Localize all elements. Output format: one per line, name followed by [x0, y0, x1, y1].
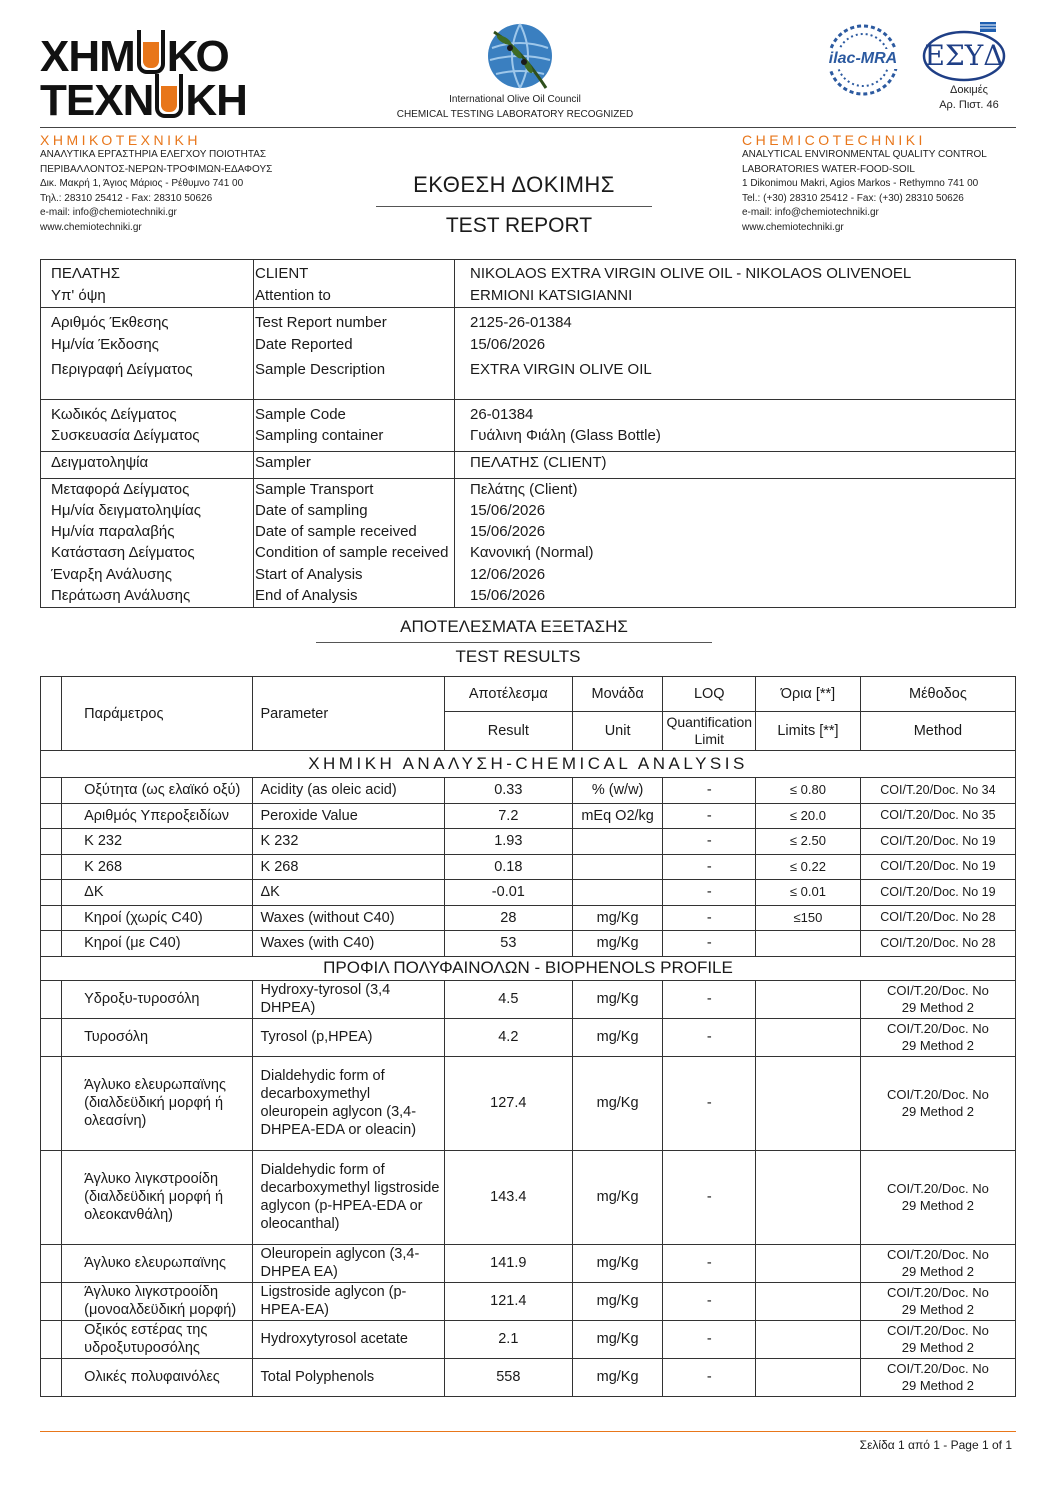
row-index-cell [41, 778, 62, 804]
right-company-line: 1 Dikonimou Makri, Agios Markos - Rethymno 741 00 [742, 178, 979, 189]
limit-cell: ≤ 0.80 [756, 778, 861, 804]
result-cell: 7.2 [444, 803, 572, 829]
method-cell: COI/T.20/Doc. No 29 Method 2 [860, 1150, 1015, 1244]
info-value: Κανονική (Normal) [470, 544, 594, 561]
method-cell: COI/T.20/Doc. No 29 Method 2 [860, 980, 1015, 1018]
info-col-divider [454, 260, 455, 607]
info-value: Πελάτης (Client) [470, 481, 578, 498]
ilac-mra-label: ilac-MRA [818, 49, 908, 69]
loq-cell: - [663, 778, 756, 804]
loq-cell: - [663, 854, 756, 880]
left-company-line: Δικ. Μακρή 1, Άγιος Μάριος - Ρέθυμνο 741 00 [40, 178, 244, 189]
loq-cell: - [663, 829, 756, 855]
info-col-divider [253, 260, 254, 607]
left-company-line: ΠΕΡΙΒΑΛΛΟΝΤΟΣ-ΝΕΡΩΝ-ΤΡΟΦΙΜΩΝ-ΕΔΑΦΟΥΣ [40, 163, 273, 175]
method-cell: COI/T.20/Doc. No 29 Method 2 [860, 1244, 1015, 1282]
page-number: Σελίδα 1 από 1 - Page 1 of 1 [859, 1438, 1012, 1452]
info-label-gr: Περιγραφή Δείγματος [51, 361, 193, 378]
table-row [41, 778, 1016, 804]
unit-cell [572, 880, 663, 906]
results-table [40, 676, 1016, 1397]
info-value: NIKOLAOS EXTRA VIRGIN OLIVE OIL - NIKOLAOS OLIVENOEL [470, 265, 912, 282]
header-row [41, 677, 1016, 712]
footer-divider [40, 1431, 1016, 1432]
unit-cell: mg/Kg [572, 980, 663, 1018]
info-label-gr: Δειγματοληψία [51, 454, 149, 471]
row-index-cell [41, 1150, 62, 1244]
right-company-line: www.chemiotechniki.gr [742, 221, 844, 233]
row-index-cell [41, 854, 62, 880]
unit-cell: mg/Kg [572, 931, 663, 957]
result-cell: 4.5 [444, 980, 572, 1018]
info-label-en: Test Report number [255, 314, 387, 331]
table-row [41, 880, 1016, 906]
result-cell: 558 [444, 1358, 572, 1396]
unit-cell: mg/Kg [572, 1358, 663, 1396]
left-company-line: www.chemiotechniki.gr [40, 221, 142, 233]
info-label-gr: Περάτωση Ανάλυσης [51, 587, 191, 604]
result-cell: 53 [444, 931, 572, 957]
param-en-cell: Peroxide Value [252, 803, 444, 829]
param-gr-cell: Τυροσόλη [62, 1018, 252, 1056]
loq-cell: - [663, 1018, 756, 1056]
row-index-cell [41, 980, 62, 1018]
loq-cell: - [663, 1150, 756, 1244]
limit-cell [756, 1018, 861, 1056]
table-row [41, 1056, 1016, 1150]
info-label-en: End of Analysis [255, 587, 358, 604]
table-row [41, 931, 1016, 957]
param-gr-cell: Αριθμός Υπεροξειδίων [62, 803, 252, 829]
method-cell: COI/T.20/Doc. No 29 Method 2 [860, 1018, 1015, 1056]
info-value: 2125-26-01384 [470, 314, 572, 331]
param-gr-cell: Άγλυκο λιγκστροοίδη (διαλδεϋδική μορφή ή ολεοκανθάλη) [62, 1150, 252, 1244]
info-label-gr: Ημ/νία δειγματοληψίας [51, 502, 202, 519]
param-gr-cell: Οξικός εστέρας της υδροξυτυροσόλης [62, 1320, 252, 1358]
param-en-cell: Ligstroside aglycon (p-HPEA-EA) [252, 1282, 444, 1320]
param-en-header: Parameter [252, 677, 444, 751]
ioc-logo [480, 18, 560, 94]
param-gr-cell: K 232 [62, 829, 252, 855]
method-cell: COI/T.20/Doc. No 19 [860, 854, 1015, 880]
loq-cell: - [663, 1056, 756, 1150]
param-gr-cell: Άγλυκο ελευρωπαϊνης [62, 1244, 252, 1282]
results-title-en: TEST RESULTS [455, 647, 581, 666]
row-index-cell [41, 931, 62, 957]
result-en-header: Result [444, 712, 572, 751]
unit-cell: mg/Kg [572, 905, 663, 931]
info-label-gr: Έναρξη Ανάλυσης [51, 566, 172, 583]
method-cell: COI/T.20/Doc. No 29 Method 2 [860, 1056, 1015, 1150]
table-row [41, 1320, 1016, 1358]
loq-cell: - [663, 905, 756, 931]
param-en-cell: Acidity (as oleic acid) [252, 778, 444, 804]
info-label-en: Date Reported [255, 336, 353, 353]
info-value: 15/06/2026 [470, 523, 546, 540]
info-label-gr: Ημ/νία παραλαβής [51, 523, 175, 540]
info-label-en: Sampler [255, 454, 311, 471]
info-label-en: Sample Code [255, 406, 346, 423]
table-row [41, 1150, 1016, 1244]
ioc-line-1: International Olive Oil Council [449, 94, 581, 105]
right-company-line: ANALYTICAL ENVIRONMENTAL QUALITY CONTROL [742, 149, 987, 160]
limits-gr-header: Όρια [**] [756, 677, 861, 712]
unit-cell: mg/Kg [572, 1056, 663, 1150]
limit-cell: ≤ 2.50 [756, 829, 861, 855]
param-en-cell: K 232 [252, 829, 444, 855]
limit-cell: ≤150 [756, 905, 861, 931]
result-cell: 4.2 [444, 1018, 572, 1056]
ioc-line-2: CHEMICAL TESTING LABORATORY RECOGNIZED [396, 108, 634, 120]
report-title-gr: ΕΚΘΕΣΗ ΔΟΚΙΜΗΣ [413, 172, 615, 197]
info-value: 12/06/2026 [470, 566, 546, 583]
method-cell: COI/T.20/Doc. No 28 [860, 905, 1015, 931]
param-en-cell: Waxes (without C40) [252, 905, 444, 931]
param-gr-header: Παράμετρος [62, 677, 252, 751]
loq-en-header: Quantification Limit [663, 712, 756, 751]
info-label-gr: Κωδικός Δείγματος [51, 406, 177, 423]
param-gr-cell: Άγλυκο λιγκστροοίδη (μονοαλδεϋδική μορφή) [62, 1282, 252, 1320]
limit-cell [756, 1150, 861, 1244]
table-row [41, 1244, 1016, 1282]
loq-cell: - [663, 1244, 756, 1282]
method-cell: COI/T.20/Doc. No 29 Method 2 [860, 1320, 1015, 1358]
method-cell: COI/T.20/Doc. No 28 [860, 931, 1015, 957]
limit-cell: ≤ 0.01 [756, 880, 861, 906]
logo-line-2: ΤΕΧΝ ΚΗ [40, 76, 247, 125]
right-company-line: e-mail: info@chemiotechniki.gr [742, 207, 879, 218]
row-index-cell [41, 1282, 62, 1320]
param-gr-cell: K 268 [62, 854, 252, 880]
param-gr-cell: Υδροξυ-τυροσόλη [62, 980, 252, 1018]
limit-cell: ≤ 20.0 [756, 803, 861, 829]
info-label-en: CLIENT [255, 265, 309, 282]
unit-cell: mg/Kg [572, 1320, 663, 1358]
table-row [41, 803, 1016, 829]
result-cell: 1.93 [444, 829, 572, 855]
method-cell: COI/T.20/Doc. No 19 [860, 880, 1015, 906]
param-en-cell: Waxes (with C40) [252, 931, 444, 957]
info-label-en: Sampling container [255, 427, 384, 444]
row-index-cell [41, 1358, 62, 1396]
info-label-en: Attention to [255, 287, 331, 304]
left-company-line: ΑΝΑΛΥΤΙΚΑ ΕΡΓΑΣΤΗΡΙΑ ΕΛΕΓΧΟΥ ΠΟΙΟΤΗΤΑΣ [40, 149, 267, 160]
esyd-tests: Δοκιμές [950, 84, 988, 96]
loq-cell: - [663, 980, 756, 1018]
info-label-gr: Συσκευασία Δείγματος [51, 427, 200, 444]
method-cell: COI/T.20/Doc. No 34 [860, 778, 1015, 804]
result-cell: 143.4 [444, 1150, 572, 1244]
info-label-gr: Ημ/νία Έκδοσης [51, 336, 159, 353]
loq-header: LOQ [663, 677, 756, 712]
ilac-mra-logo [818, 22, 908, 98]
info-value: EXTRA VIRGIN OLIVE OIL [470, 361, 652, 378]
left-company-line: Τηλ.: 28310 25412 - Fax: 28310 50626 [40, 192, 213, 204]
info-value: 15/06/2026 [470, 502, 546, 519]
loq-cell: - [663, 1282, 756, 1320]
info-label-en: Sample Description [255, 361, 386, 378]
table-row [41, 1358, 1016, 1396]
limit-cell [756, 1320, 861, 1358]
result-cell: 2.1 [444, 1320, 572, 1358]
limit-cell [756, 980, 861, 1018]
info-label-en: Date of sampling [255, 502, 368, 519]
title-divider [376, 206, 652, 207]
unit-en-header: Unit [572, 712, 663, 751]
section-biophenols [41, 956, 1016, 980]
right-company-name: CHEMICOTECHNIKI [742, 132, 926, 148]
param-en-cell: Hydroxytyrosol acetate [252, 1320, 444, 1358]
info-label-en: Date of sample received [255, 523, 417, 540]
result-cell: 127.4 [444, 1056, 572, 1150]
limit-cell [756, 1282, 861, 1320]
row-index-cell [41, 677, 62, 751]
row-index-cell [41, 905, 62, 931]
row-index-cell [41, 1056, 62, 1150]
param-gr-cell: Κηροί (χωρίς C40) [62, 905, 252, 931]
param-gr-cell: Οξύτητα (ως ελαϊκό οξύ) [62, 778, 252, 804]
limits-en-header: Limits [**] [756, 712, 861, 751]
info-label-gr: Αριθμός Έκθεσης [51, 314, 169, 331]
unit-cell: mg/Kg [572, 1282, 663, 1320]
info-row-divider [41, 307, 1015, 308]
header-divider [40, 127, 1016, 128]
info-label-gr: ΠΕΛΑΤΗΣ [51, 265, 121, 282]
row-index-cell [41, 803, 62, 829]
info-row-divider [41, 399, 1015, 400]
info-value: 26-01384 [470, 406, 534, 423]
unit-cell: mEq O2/kg [572, 803, 663, 829]
report-title-en: TEST REPORT [445, 214, 593, 237]
info-value: 15/06/2026 [470, 587, 546, 604]
section-biophenols-title: ΠΡΟΦΙΛ ΠΟΛΥΦΑΙΝΟΛΩΝ - BIOPHENOLS PROFILE [41, 956, 1016, 980]
info-value: 15/06/2026 [470, 336, 546, 353]
loq-cell: - [663, 803, 756, 829]
unit-cell: mg/Kg [572, 1150, 663, 1244]
limit-cell: ≤ 0.22 [756, 854, 861, 880]
info-label-en: Condition of sample received [255, 544, 449, 561]
method-gr-header: Μέθοδος [860, 677, 1015, 712]
method-cell: COI/T.20/Doc. No 35 [860, 803, 1015, 829]
method-cell: COI/T.20/Doc. No 19 [860, 829, 1015, 855]
result-cell: 121.4 [444, 1282, 572, 1320]
param-en-cell: Oleuropein aglycon (3,4-DHPEA EA) [252, 1244, 444, 1282]
results-title-gr: ΑΠΟΤΕΛΕΣΜΑΤΑ ΕΞΕΤΑΣΗΣ [400, 617, 628, 636]
param-en-cell: Tyrosol (p,HPEA) [252, 1018, 444, 1056]
method-cell: COI/T.20/Doc. No 29 Method 2 [860, 1358, 1015, 1396]
param-gr-cell: Ολικές πολυφαινόλες [62, 1358, 252, 1396]
table-row [41, 854, 1016, 880]
loq-cell: - [663, 1358, 756, 1396]
unit-cell: % (w/w) [572, 778, 663, 804]
unit-gr-header: Μονάδα [572, 677, 663, 712]
esyd-label: ΕΣΥΔ [924, 39, 1004, 72]
esyd-cert: Αρ. Πιστ. 46 [939, 98, 999, 111]
table-row [41, 905, 1016, 931]
unit-cell: mg/Kg [572, 1018, 663, 1056]
right-company-line: Tel.: (+30) 28310 25412 - Fax: (+30) 28310 50626 [742, 192, 964, 204]
logo-line-1: ΧΗΜ ΚΟ [40, 32, 229, 81]
info-label-gr: Κατάσταση Δείγματος [51, 544, 195, 561]
result-gr-header: Αποτέλεσμα [444, 677, 572, 712]
loq-cell: - [663, 1320, 756, 1358]
param-en-cell: Dialdehydic form of decarboxymethyl oleuropein aglycon (3,4-DHPEA-EDA or oleacin) [252, 1056, 444, 1150]
results-title-divider [316, 642, 712, 643]
result-cell: 28 [444, 905, 572, 931]
table-row [41, 1018, 1016, 1056]
info-label-gr: Υπ' όψη [51, 287, 106, 304]
info-label-en: Start of Analysis [255, 566, 363, 583]
result-cell: -0.01 [444, 880, 572, 906]
unit-cell [572, 854, 663, 880]
info-value: ERMIONI KATSIGIANNI [470, 287, 633, 304]
result-cell: 0.33 [444, 778, 572, 804]
param-gr-cell: ΔΚ [62, 880, 252, 906]
info-value: Γυάλινη Φιάλη (Glass Bottle) [470, 427, 661, 444]
param-en-cell: Dialdehydic form of decarboxymethyl ligstroside aglycon (p-HPEA-EDA or oleocanthal) [252, 1150, 444, 1244]
param-en-cell: K 268 [252, 854, 444, 880]
param-gr-cell: Κηροί (με C40) [62, 931, 252, 957]
param-gr-cell: Άγλυκο ελευρωπαϊνης (διαλδεϋδική μορφή ή ολεασίνη) [62, 1056, 252, 1150]
param-en-cell: ΔΚ [252, 880, 444, 906]
info-label-en: Sample Transport [255, 481, 374, 498]
param-en-cell: Total Polyphenols [252, 1358, 444, 1396]
limit-cell [756, 1358, 861, 1396]
param-en-cell: Hydroxy-tyrosol (3,4 DHPEA) [252, 980, 444, 1018]
section-chemical-title: ΧΗΜΙΚΗ ΑΝΑΛΥΣΗ-CHEMICAL ANALYSIS [41, 751, 1016, 778]
loq-cell: - [663, 880, 756, 906]
unit-cell [572, 829, 663, 855]
left-company-line: e-mail: info@chemiotechniki.gr [40, 207, 177, 218]
result-cell: 141.9 [444, 1244, 572, 1282]
right-company-line: LABORATORIES WATER-FOOD-SOIL [742, 163, 915, 175]
limit-cell [756, 1056, 861, 1150]
row-index-cell [41, 1320, 62, 1358]
row-index-cell [41, 880, 62, 906]
section-chemical [41, 751, 1016, 778]
table-row [41, 980, 1016, 1018]
limit-cell [756, 931, 861, 957]
left-company-name: ΧΗΜΙΚΟΤΕΧΝΙΚΗ [40, 132, 201, 148]
info-value: ΠΕΛΑΤΗΣ (CLIENT) [470, 454, 607, 471]
method-cell: COI/T.20/Doc. No 29 Method 2 [860, 1282, 1015, 1320]
row-index-cell [41, 1244, 62, 1282]
result-cell: 0.18 [444, 854, 572, 880]
info-label-gr: Μεταφορά Δείγματος [51, 481, 190, 498]
method-en-header: Method [860, 712, 1015, 751]
globe-olive-icon [480, 18, 560, 94]
table-row [41, 829, 1016, 855]
limit-cell [756, 1244, 861, 1282]
table-row [41, 1282, 1016, 1320]
row-index-cell [41, 829, 62, 855]
row-index-cell [41, 1018, 62, 1056]
loq-cell: - [663, 931, 756, 957]
esyd-logo [920, 22, 1010, 92]
company-logo [40, 30, 250, 125]
unit-cell: mg/Kg [572, 1244, 663, 1282]
